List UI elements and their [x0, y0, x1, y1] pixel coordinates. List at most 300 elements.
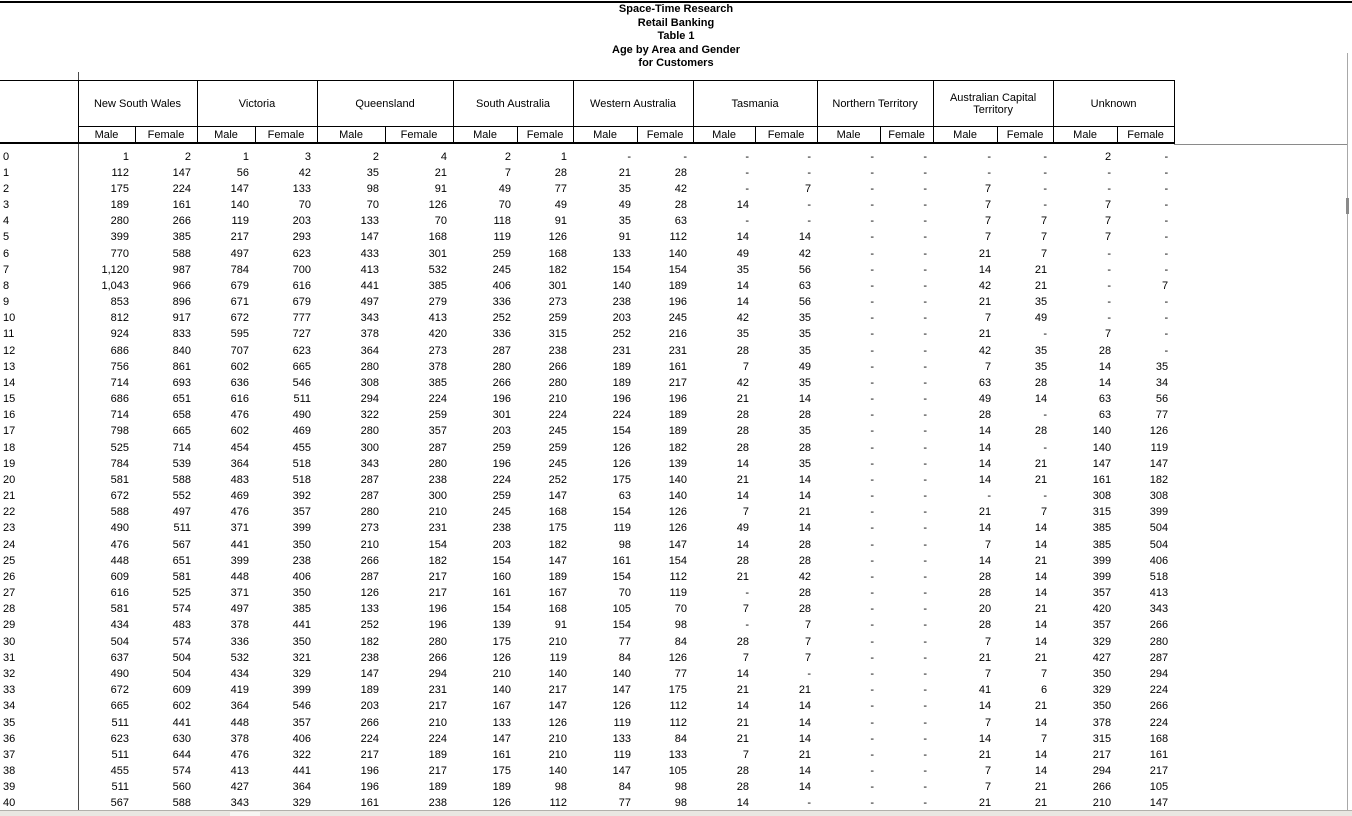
value-cell: - [923, 441, 928, 454]
value-cell: 280 [428, 457, 448, 470]
value-cell: 147 [1092, 457, 1112, 470]
value-cell: 35 [1155, 360, 1169, 373]
age-label: 22 [3, 506, 16, 519]
value-cell: 21 [798, 748, 812, 761]
value-cell: 140 [668, 490, 688, 503]
age-label: 13 [3, 360, 16, 373]
value-cell: - [923, 166, 928, 179]
value-cell: 399 [292, 684, 312, 697]
value-cell: 175 [548, 522, 568, 535]
value-cell: 252 [548, 473, 568, 486]
table-row-age-26 [0, 569, 1174, 585]
value-cell: 147 [492, 732, 512, 745]
value-cell: - [1107, 263, 1112, 276]
value-cell: 147 [612, 684, 632, 697]
value-cell: 14 [1034, 716, 1048, 729]
value-cell: - [745, 215, 750, 228]
value-cell: - [1164, 296, 1169, 309]
age-label: 6 [3, 247, 10, 260]
value-cell: - [807, 215, 812, 228]
value-cell: 644 [172, 748, 191, 761]
title-table-number: Table 1 [657, 30, 695, 43]
value-cell: 2 [504, 150, 512, 163]
value-cell: 441 [172, 716, 191, 729]
value-cell: 1 [242, 150, 249, 163]
value-cell: 28 [798, 554, 812, 567]
value-cell: 504 [172, 651, 191, 664]
value-cell: 672 [110, 490, 129, 503]
value-cell: 147 [230, 182, 249, 195]
age-label: 12 [3, 344, 16, 357]
value-cell: 623 [292, 247, 312, 260]
value-cell: 917 [172, 312, 191, 325]
horizontal-scrollbar-thumb[interactable] [230, 812, 260, 816]
value-cell: 14 [978, 441, 992, 454]
value-cell: 727 [292, 328, 312, 341]
value-cell: - [1107, 279, 1112, 292]
value-cell: 679 [292, 296, 312, 309]
value-cell: 28 [978, 570, 992, 583]
value-cell: 140 [612, 668, 632, 680]
age-label: 2 [3, 182, 10, 195]
value-cell: 420 [1092, 603, 1112, 616]
gender-header-south-australia-male: Male [453, 127, 517, 144]
value-cell: - [923, 199, 928, 212]
value-cell: 14 [736, 457, 750, 470]
value-cell: - [870, 312, 875, 325]
value-cell: 7 [742, 651, 750, 664]
value-cell: - [923, 522, 928, 535]
value-cell: 49 [618, 199, 632, 212]
value-cell: 21 [1034, 797, 1048, 810]
value-cell: 448 [230, 716, 249, 729]
age-label: 5 [3, 231, 10, 244]
value-cell: 441 [292, 619, 312, 632]
value-cell: 385 [428, 279, 448, 292]
value-cell: 98 [674, 797, 688, 810]
value-cell: - [923, 182, 928, 195]
value-cell: 28 [736, 425, 750, 438]
value-cell: - [923, 684, 928, 697]
value-cell: 147 [612, 765, 632, 778]
value-cell: 7 [742, 748, 750, 761]
value-cell: 21 [736, 716, 750, 729]
value-cell: 126 [492, 797, 512, 810]
value-cell: - [745, 166, 750, 179]
value-cell: 168 [548, 247, 568, 260]
table-row-age-22 [0, 504, 1174, 520]
value-cell: 175 [612, 473, 632, 486]
value-cell: - [923, 263, 928, 276]
value-cell: 35 [736, 263, 750, 276]
value-cell: 896 [172, 296, 191, 309]
age-label: 24 [3, 538, 16, 551]
value-cell: - [870, 538, 875, 551]
value-cell: 77 [618, 635, 632, 648]
value-cell: - [987, 490, 992, 503]
value-cell: 853 [110, 296, 129, 309]
value-cell: 77 [1155, 409, 1169, 422]
age-label: 18 [3, 441, 16, 454]
value-cell: 616 [110, 587, 129, 600]
value-cell: 91 [618, 231, 632, 244]
value-cell: 203 [612, 312, 632, 325]
value-cell: 924 [110, 328, 129, 341]
value-cell: - [870, 441, 875, 454]
value-cell: - [1164, 231, 1169, 244]
value-cell: 167 [492, 700, 512, 713]
value-cell: 273 [360, 522, 380, 535]
table-row-age-29 [0, 617, 1174, 633]
value-cell: 280 [548, 376, 568, 389]
value-cell: - [870, 490, 875, 503]
value-cell: 385 [1092, 538, 1112, 551]
value-cell: 7 [1040, 668, 1048, 680]
value-cell: - [923, 603, 928, 616]
value-cell: 140 [668, 473, 688, 486]
value-cell: 217 [668, 376, 688, 389]
value-cell: 280 [360, 425, 380, 438]
value-cell: 182 [428, 554, 448, 567]
value-cell: 35 [1034, 360, 1048, 373]
area-header-new-south-wales: New South Wales [78, 81, 197, 127]
value-cell: 112 [111, 166, 129, 179]
value-cell: - [923, 231, 928, 244]
value-cell: 21 [978, 328, 992, 341]
value-cell: - [1164, 215, 1169, 228]
value-cell: 182 [668, 441, 688, 454]
value-cell: 511 [173, 522, 191, 535]
value-cell: 287 [492, 344, 512, 357]
value-cell: 196 [428, 603, 448, 616]
data-table [0, 80, 1175, 812]
value-cell: 14 [978, 263, 992, 276]
value-cell: 91 [554, 215, 568, 228]
value-cell: 616 [230, 393, 249, 406]
value-cell: 476 [230, 409, 249, 422]
value-cell: 28 [1034, 425, 1048, 438]
value-cell: 14 [1034, 587, 1048, 600]
age-label: 15 [3, 393, 16, 406]
value-cell: - [1164, 328, 1169, 341]
value-cell: 322 [292, 748, 312, 761]
value-cell: 14 [1034, 635, 1048, 648]
value-cell: - [923, 506, 928, 519]
age-label: 10 [3, 312, 16, 325]
value-cell: 315 [1092, 732, 1112, 745]
table-row-age-37 [0, 747, 1174, 763]
value-cell: 637 [110, 651, 129, 664]
value-cell: 42 [736, 312, 750, 325]
gender-header-australian-capital-territory-female: Female [997, 127, 1053, 144]
value-cell: 266 [492, 376, 512, 389]
age-label: 25 [3, 554, 16, 567]
value-cell: 28 [798, 409, 812, 422]
value-cell: 454 [230, 441, 249, 454]
value-cell: 238 [428, 473, 448, 486]
value-cell: 14 [798, 732, 812, 745]
value-cell: 1 [122, 150, 129, 163]
value-cell: 77 [618, 797, 632, 810]
value-cell: 14 [1034, 393, 1048, 406]
value-cell: 147 [668, 538, 688, 551]
value-cell: 147 [1149, 797, 1169, 810]
value-cell: 28 [736, 554, 750, 567]
value-cell: 154 [428, 538, 448, 551]
value-cell: 161 [612, 554, 632, 567]
value-cell: 756 [110, 360, 129, 373]
value-cell: 167 [548, 587, 568, 600]
value-cell: 273 [548, 296, 568, 309]
value-cell: - [1043, 328, 1048, 341]
value-cell: 7 [984, 312, 992, 325]
value-cell: 224 [1149, 716, 1169, 729]
value-cell: - [807, 668, 812, 680]
value-cell: 28 [736, 441, 750, 454]
value-cell: 238 [360, 651, 380, 664]
value-cell: - [870, 651, 875, 664]
value-cell: 119 [613, 522, 632, 535]
value-cell: 140 [548, 765, 568, 778]
value-cell: - [870, 587, 875, 600]
value-cell: 28 [736, 344, 750, 357]
value-cell: 588 [172, 797, 191, 810]
value-cell: 56 [1155, 393, 1169, 406]
gender-header-unknown-male: Male [1053, 127, 1117, 144]
value-cell: 266 [428, 651, 448, 664]
value-cell: 7 [984, 182, 992, 195]
value-cell: 7 [1104, 328, 1112, 341]
value-cell: 147 [548, 700, 568, 713]
value-cell: - [923, 376, 928, 389]
value-cell: 21 [1034, 457, 1048, 470]
value-cell: 217 [230, 231, 249, 244]
value-cell: 784 [110, 457, 129, 470]
value-cell: 175 [492, 635, 512, 648]
value-cell: 119 [1150, 441, 1169, 454]
value-cell: 224 [428, 393, 448, 406]
value-cell: 665 [110, 700, 129, 713]
value-cell: 7 [804, 182, 812, 195]
value-cell: 154 [612, 263, 632, 276]
value-cell: 42 [798, 570, 812, 583]
value-cell: 70 [618, 587, 632, 600]
value-cell: 483 [172, 619, 191, 632]
gender-header-unknown-female: Female [1117, 127, 1174, 144]
value-cell: - [745, 619, 750, 632]
value-cell: 210 [548, 635, 568, 648]
value-cell: 98 [674, 781, 688, 794]
value-cell: 28 [798, 538, 812, 551]
value-cell: - [923, 748, 928, 761]
age-label: 33 [3, 684, 16, 697]
value-cell: 812 [110, 312, 129, 325]
value-cell: - [1043, 199, 1048, 212]
value-cell: - [870, 668, 875, 680]
value-cell: 259 [492, 247, 512, 260]
value-cell: - [1164, 182, 1169, 195]
value-cell: 616 [292, 279, 312, 292]
age-label: 19 [3, 457, 16, 470]
value-cell: 490 [110, 522, 129, 535]
value-cell: 7 [984, 765, 992, 778]
gender-header-new-south-wales-male: Male [78, 127, 135, 144]
value-cell: 196 [360, 781, 380, 794]
horizontal-scrollbar[interactable] [0, 810, 1352, 816]
value-cell: 399 [230, 554, 249, 567]
value-cell: 259 [492, 441, 512, 454]
value-cell: 238 [612, 296, 632, 309]
value-cell: 210 [360, 538, 380, 551]
value-cell: 413 [360, 263, 380, 276]
value-cell: 350 [292, 635, 312, 648]
value-cell: 329 [292, 668, 312, 680]
value-cell: - [870, 360, 875, 373]
value-cell: 469 [292, 425, 312, 438]
value-cell: 7 [804, 651, 812, 664]
value-cell: 21 [978, 748, 992, 761]
value-cell: - [923, 732, 928, 745]
value-cell: 14 [798, 490, 812, 503]
value-cell: 588 [172, 247, 191, 260]
value-cell: 118 [493, 215, 512, 228]
value-cell: - [923, 700, 928, 713]
value-cell: - [870, 797, 875, 810]
value-cell: 448 [110, 554, 129, 567]
table-row-age-32 [0, 666, 1174, 682]
value-cell: 294 [428, 668, 448, 680]
table-row-age-33 [0, 682, 1174, 698]
value-cell: 7 [1104, 215, 1112, 228]
value-cell: 49 [736, 522, 750, 535]
value-cell: - [1107, 312, 1112, 325]
value-cell: 126 [668, 506, 688, 519]
value-cell: 476 [230, 748, 249, 761]
value-cell: 168 [548, 603, 568, 616]
value-cell: - [1164, 199, 1169, 212]
value-cell: 91 [554, 619, 568, 632]
value-cell: 350 [292, 538, 312, 551]
value-cell: 385 [428, 376, 448, 389]
value-cell: 294 [1149, 668, 1169, 680]
table-row-age-6 [0, 246, 1174, 262]
value-cell: 581 [110, 473, 129, 486]
value-cell: 14 [736, 700, 750, 713]
value-cell: 623 [110, 732, 129, 745]
age-label: 26 [3, 570, 16, 583]
value-cell: 6 [1040, 684, 1048, 697]
value-cell: 147 [360, 668, 380, 680]
value-cell: - [627, 150, 632, 163]
value-cell: 182 [1149, 473, 1169, 486]
value-cell: 161 [492, 748, 512, 761]
value-cell: - [923, 215, 928, 228]
value-cell: 35 [1034, 296, 1048, 309]
area-header-queensland: Queensland [317, 81, 453, 127]
value-cell: 14 [798, 473, 812, 486]
value-cell: - [923, 150, 928, 163]
value-cell: 42 [978, 344, 992, 357]
vertical-scrollbar-thumb[interactable] [1346, 198, 1349, 214]
value-cell: 21 [736, 473, 750, 486]
title-organisation: Space-Time Research [618, 3, 734, 15]
age-label: 29 [3, 619, 16, 632]
table-row-age-34 [0, 698, 1174, 714]
value-cell: 546 [292, 376, 312, 389]
value-cell: 287 [428, 441, 448, 454]
value-cell: 14 [736, 490, 750, 503]
value-cell: 189 [548, 570, 568, 583]
value-cell: - [870, 716, 875, 729]
value-cell: 77 [554, 182, 568, 195]
value-cell: 217 [548, 684, 568, 697]
value-cell: 252 [492, 312, 512, 325]
value-cell: 840 [172, 344, 191, 357]
gender-header-south-australia-female: Female [517, 127, 573, 144]
value-cell: 14 [798, 716, 812, 729]
value-cell: 238 [492, 522, 512, 535]
value-cell: 196 [612, 393, 632, 406]
value-cell: 552 [172, 490, 191, 503]
right-pane-edge [1347, 53, 1348, 810]
value-cell: 777 [292, 312, 312, 325]
area-header-western-australia: Western Australia [573, 81, 693, 127]
value-cell: - [870, 409, 875, 422]
value-cell: 21 [1034, 603, 1048, 616]
age-label: 39 [3, 781, 16, 794]
value-cell: 63 [1098, 409, 1112, 422]
value-cell: 574 [172, 765, 191, 778]
gender-header-queensland-female: Female [385, 127, 453, 144]
value-cell: 497 [230, 603, 249, 616]
table-row-age-25 [0, 553, 1174, 569]
value-cell: 35 [618, 182, 632, 195]
value-cell: 35 [618, 215, 632, 228]
value-cell: 14 [1034, 765, 1048, 778]
value-cell: 238 [428, 797, 448, 810]
value-cell: 511 [111, 748, 129, 761]
value-cell: 602 [230, 425, 249, 438]
value-cell: - [745, 182, 750, 195]
value-cell: 399 [292, 522, 312, 535]
value-cell: 21 [1034, 781, 1048, 794]
value-cell: - [1164, 247, 1169, 260]
value-cell: 126 [612, 441, 632, 454]
value-cell: 35 [798, 344, 812, 357]
value-cell: 21 [618, 166, 632, 179]
value-cell: 595 [230, 328, 249, 341]
value-cell: 98 [366, 182, 380, 195]
value-cell: 231 [428, 522, 448, 535]
value-cell: 861 [172, 360, 191, 373]
value-cell: 266 [1149, 619, 1169, 632]
value-cell: 196 [668, 296, 688, 309]
value-cell: 231 [612, 344, 632, 357]
value-cell: 301 [548, 279, 568, 292]
value-cell: 651 [172, 554, 191, 567]
value-cell: 441 [292, 765, 312, 778]
value-cell: 84 [618, 781, 632, 794]
value-cell: 385 [292, 603, 312, 616]
value-cell: 518 [1149, 570, 1169, 583]
value-cell: 14 [978, 425, 992, 438]
value-cell: - [870, 619, 875, 632]
value-cell: 497 [230, 247, 249, 260]
value-cell: 7 [742, 506, 750, 519]
age-label: 7 [3, 263, 10, 276]
value-cell: 343 [230, 797, 249, 810]
value-cell: 287 [360, 570, 380, 583]
